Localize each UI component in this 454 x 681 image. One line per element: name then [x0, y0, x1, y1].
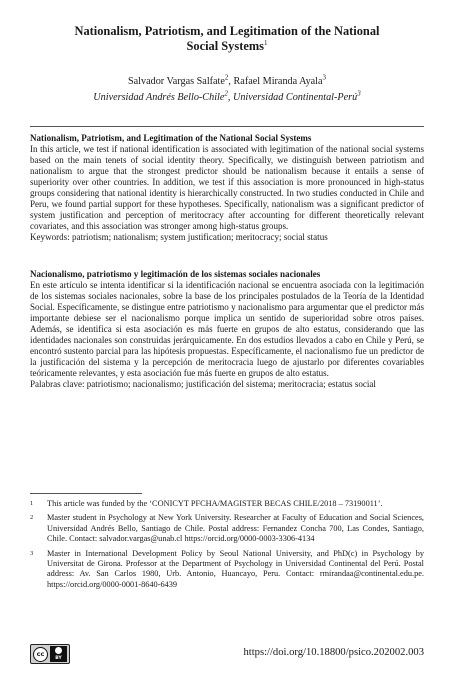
footnote-number: 1 [30, 500, 34, 507]
affiliation: Universidad Andrés Bello-Chile [93, 92, 225, 103]
abstract-heading: Nationalism, Patriotism, and Legitimation of the National Social Systems [30, 133, 312, 143]
attribution-icon [50, 646, 67, 662]
creative-commons-icon: cc [33, 647, 48, 662]
author-name: Salvador Vargas Salfate [127, 76, 225, 87]
author-list: Salvador Vargas Salfate$^2$, Rafael Miranda Ayala$^3$ [127, 73, 327, 87]
author-footnote-ref[interactable]: 2 [224, 73, 229, 82]
abstract-spanish [30, 269, 424, 390]
affiliation: Universidad Continental-Perú [232, 92, 358, 103]
person-icon [55, 647, 62, 654]
title-footnote-ref[interactable]: 1 [263, 38, 268, 47]
footnote [30, 513, 424, 544]
article-title [40, 24, 414, 54]
footnotes [30, 499, 424, 594]
affiliation-list: Universidad Andrés Bello-Chile$^2$, Universidad Continental-Perú$^3$ [93, 89, 361, 103]
title-line-2: Social Systems [186, 39, 264, 53]
doi-link[interactable]: https://doi.org/10.18800/psico.202002.003 [243, 647, 424, 658]
section-divider [30, 126, 424, 127]
page-footer [30, 644, 424, 666]
license-by-label: BY [55, 656, 62, 661]
footnote-text: This article was funded by the ‘CONICYT PFCHA/MAGISTER BECAS CHILE/2018 – 73190011’. [47, 499, 383, 508]
abstract-body: In this article, we test if national identification is associated with legitimation of the national social systems based on the main tenets of social identity theory. Specifically, we distinguish between patriotism and nationalism to argue that the strongest predictor should be nationalism because it entails a sense of superiority over other countries. In addition, we test if this association is more pronounced in high-status groups considering that national identity is hierarchically constructed. In two studies conducted in Chile and Peru, we found partial support for these hypotheses. Specifically, nationalism was a significant predictor of system justification and perception of meritocracy after accounting for different theoretically relevant covariates, and this association was stronger among high-status groups. [30, 144, 424, 231]
author-footnote-ref[interactable]: 3 [322, 73, 327, 82]
footnote-divider [30, 493, 142, 494]
footnote-number: 2 [30, 514, 34, 522]
cc-by-license-badge[interactable] [30, 644, 70, 664]
abstract-keywords: Keywords: patriotism; nationalism; system justification; meritocracy; social status [30, 232, 328, 242]
footnote-number: 3 [30, 549, 34, 557]
abstract-keywords: Palabras clave: patriotismo; nacionalismo; justificación del sistema; meritocracia; estatus social [30, 379, 376, 389]
footnote-text: Master student in Psychology at New York University. Researcher at Faculty of Education and Social Sciences, Universidad Andrés Bello, Santiago de Chile. Postal address: Fernandez Concha 700, Las Condes, Santiago, Chile. Contact: salvador.vargas@unab.cl https://orcid.org/0000-0003-3306-4134 [47, 513, 424, 544]
footnote [30, 549, 424, 591]
author-name: Rafael Miranda Ayala [233, 76, 323, 87]
abstract-english [30, 133, 424, 243]
footnote [30, 499, 424, 509]
footnote-text: Master in International Development Policy by Seoul National University, and PhD(c) in Psychology by Universitat de Girona. Professor at the Department of Psychology in Universidad Continental del Perú. Postal address: Av. San Carlos 1980, Urb. Antonio, Huancayo, Peru. Contact: rmirandaa@continental.edu.pe. https://orcid.org/0000-0001-8640-6439 [47, 548, 424, 589]
abstract-heading: Nacionalismo, patriotismo y legitimación de los sistemas sociales nacionales [30, 269, 321, 279]
title-line-1: Nationalism, Patriotism, and Legitimation of the National [74, 24, 380, 38]
abstract-body: En este artículo se intenta identificar si la identificación nacional se encuentra asociada con la legitimación de los sistemas sociales nacionales, sobre la base de los principales postulados de la Teoría de la Identidad Social. Específicamente, se distingue entre patriotismo y nacionalismo para argumentar que el predictor más importante debiese ser el nacionalismo porque implica un sentido de superioridad sobre otros países. Además, se identifica si esta asociación es más fuerte en grupos de alto estatus, considerando que las identidades nacionales son construidas jerárquicamente. En dos estudios llevados a cabo en Chile y Perú, se encontró sustento parcial para las hipótesis propuestas. Específicamente, el nacionalismo fue un predictor de la justificación del sistema y la percepción de meritocracia luego de ajustarlo por diferentes covariables teóricamente relevantes, y esta asociación fue más fuerte en grupos de alto estatus. [30, 280, 424, 378]
